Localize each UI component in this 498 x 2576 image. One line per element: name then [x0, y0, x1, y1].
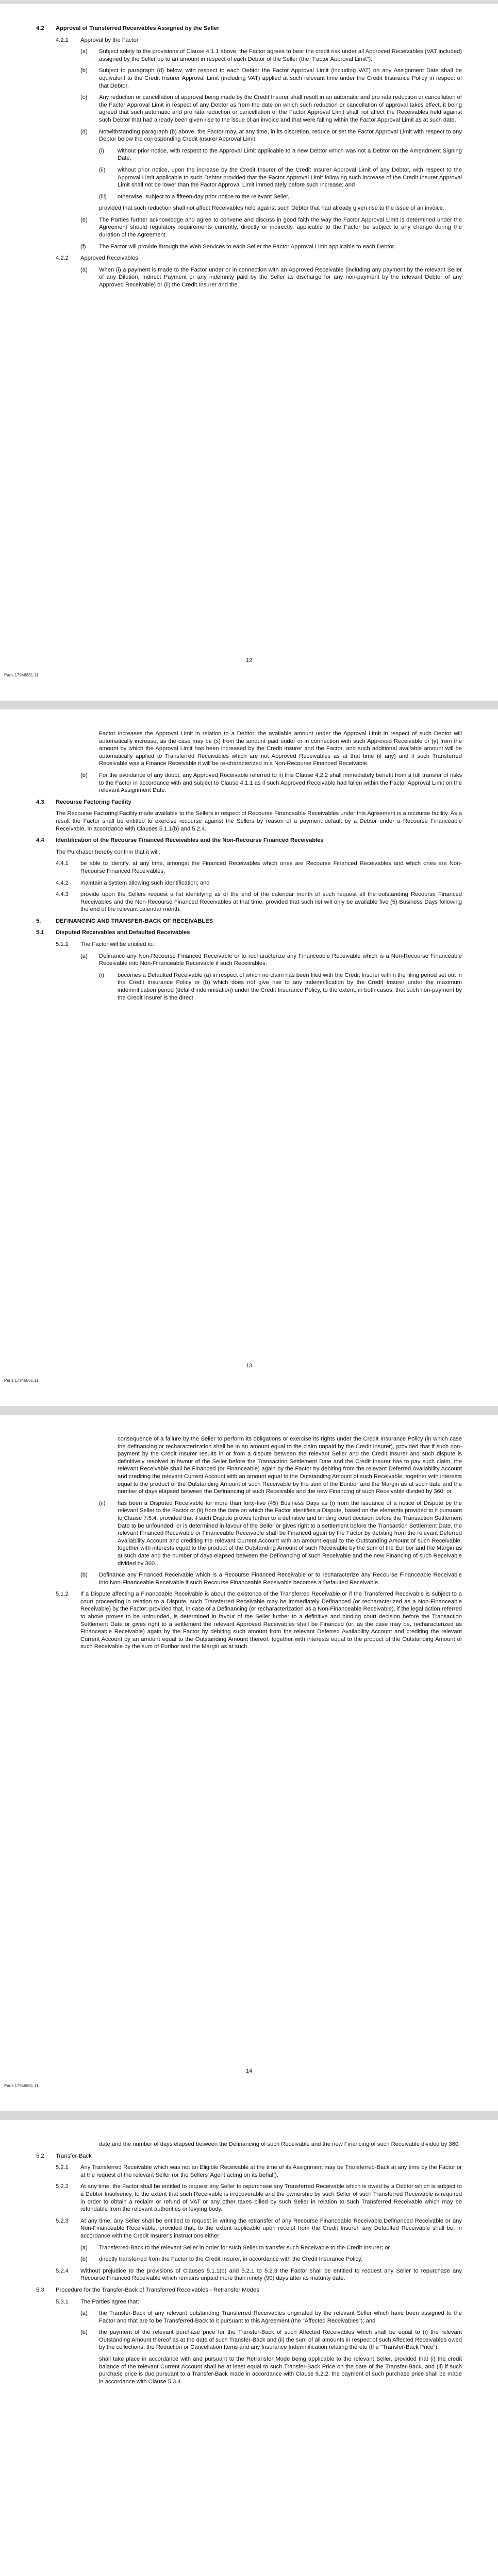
clause — [80, 216, 462, 239]
section-heading — [36, 929, 462, 937]
clause-text: Any reduction or cancellation of approval being made by the Credit Insurer shall result in an automatic and pro rata reduction or cancellation of the Factor Approval Limit in respect of any Debtor as from the date on which such reduction or cancellation of approval takes effect, it being agreed that such automatic and pro rata reduction or cancellation of the Factor Approval Limit shall not affect the Receivables held against such Debtor that had already been given rise to the issue of an invoice and that were falling within the Factor Approval Limit as at such date. — [99, 94, 462, 123]
section-heading — [36, 2286, 462, 2294]
clause-number: 4.3 — [36, 799, 44, 805]
clause — [56, 2298, 462, 2306]
clause-number: (a) — [80, 48, 88, 55]
clause-text: Procedure for the Transfer-Back of Transferred Receivables - Retransfer Modes — [56, 2286, 259, 2293]
clause-number: (iii) — [99, 193, 107, 200]
clause — [99, 972, 462, 1002]
paragraph: date and the number of days elapsed between the Definancing of such Receivable and the new Financing of such Receivable divided by 360. — [99, 2141, 460, 2147]
clause-text: The Factor will provide through the Web Services to each Seller the Factor Approval Limit applicable to each Debtor. — [99, 243, 396, 250]
clause-text: Approval by the Factor — [80, 37, 139, 43]
document-page — [0, 4, 498, 701]
clause — [56, 37, 462, 44]
clause-number: 5.1 — [36, 929, 44, 936]
clause-number: (f) — [80, 243, 86, 250]
clause-text: For the avoidance of any doubt, any Approved Receivable referred to in this Clause 4.2.2 shall immediately benefit from a full transfer of risks to the Factor in accordance with and subject to Clause 4.1.1 as if such Approved Receivable had fallen within the Factor Approval Limit on the relevant Assignment Date. — [99, 772, 462, 794]
clause-text: Notwithstanding paragraph (b) above, the Factor may, at any time, in its discretion, reduce or set the Factor Approval Limit with respect to any Debtor below the corresponding Credit Insurer Approval Limit: — [99, 128, 462, 143]
clause — [99, 1500, 462, 1567]
page-body — [36, 2141, 462, 2389]
clause-text: without prior notice, upon the increase by the Credit Insurer of the Credit Insurer Approval Limit of any Debtor, with respect to the Approval Limit applicable to such Debtor provided that the Factor Approval Limit following such increase of the Credit Insurer Approval Limit shall not be lower than the Factor Approval Limit immediately before such increase; and — [118, 166, 462, 189]
clause — [80, 2329, 462, 2351]
clause — [56, 860, 462, 875]
document-page — [0, 1415, 498, 2111]
clause-number: 5.3 — [36, 2286, 44, 2293]
clause — [80, 2310, 462, 2325]
clause-text: has been a Disputed Receivable for more than forty-five (45) Business Days as (i) from the issuance of a notice of Dispute by the relevant Seller to the Factor or (ii) from the date on which the Factor identifies a Dispute, based on the elements provided to it pursuant to Clause 7.5.4, provided that if such Dispute proves further to a definitive and binding court decision before the Transaction Settlement Date to be unfounded, or is determined in favour of the Seller or gives right to a settlement before the Transaction Settlement Date, the relevant Financed Receivable or Financeable Receivable shall be Financed again by the Factor by debiting from the relevant Deferred Availability Account and crediting the relevant Current Account with an amount equal to the Outstanding Amount of such Receivable, together with interests equal to the product of the Outstanding Amount of such Receivable by the sum of the Euribor and the Margin as at such date and the number of days elapsed between the Definancing of such Receivable and the new Financing of such Receivable divided by 360. — [118, 1500, 462, 1567]
paragraph: shall take place in accordance with and pursuant to the Retransfer Mode being applicable to the relevant Seller, provided that (i) the credit balance of the relevant Current Account shall be at least equal to such Transfer-Back Price on the date of the Transfer-Back, and (ii) if such purchase price is due pursuant to a Transfer-Back made in accordance with Clause 5.2.2, the payment of such purchase price shall be made in accordance with Clause 5.3.4. — [99, 2356, 462, 2385]
clause-text: DEFINANCING AND TRANSFER-BACK OF RECEIVABLES — [56, 918, 213, 924]
document-page — [0, 2120, 498, 2576]
clause — [80, 1571, 462, 1586]
clause-text: the payment of the relevant purchase price for the Transfer-Back of such Affected Receivables which shall be equal to (i) the relevant Outstanding Amount thereof as at the date of such Transfer-Back and (ii) the sum of all amounts in respect of such Affected Receivables owed by the collections, the Reduction or Cancellation Items and any Insurance Indemnification relating thereto (the "Transfer-Back Price"), — [99, 2329, 462, 2351]
clause-text: Subject solely to the provisions of Clause 4.1.1 above, the Factor agrees to bear the credit risk under all Approved Receivables (VAT included) assigned by the Seller up to an amount in respect of each Debtor of the Seller (the "Factor Approval Limit"). — [99, 48, 462, 62]
clause-number: (a) — [80, 266, 88, 273]
clause — [80, 128, 462, 143]
page-body — [36, 1435, 462, 1655]
clause-number: 5.2.4 — [56, 2267, 69, 2274]
clause-number: 5.2.1 — [56, 2164, 69, 2171]
clause-number: 5.2.3 — [56, 2217, 69, 2224]
clause-number: (ii) — [99, 166, 106, 173]
clause — [56, 2183, 462, 2213]
section-heading — [36, 25, 462, 32]
clause-text: Approval of Transferred Receivables Assigned by the Seller — [56, 25, 220, 31]
clause-text: directly transferred from the Factor to the Credit Insurer, in accordance with the Credit Insurance Policy. — [99, 2256, 362, 2263]
clause — [56, 941, 462, 948]
section-heading — [36, 2153, 462, 2160]
paragraph: The Purchaser hereby confirm that it will: — [56, 849, 160, 855]
clause-number: (b) — [80, 67, 88, 74]
footer-reference: Paris 17946861.11 — [4, 1378, 39, 1383]
document-page — [0, 709, 498, 1406]
clause — [80, 2244, 462, 2252]
clause-number: 5.2.2 — [56, 2183, 69, 2190]
clause-number: (b) — [80, 772, 88, 778]
page-number: 13 — [245, 1363, 253, 1369]
clause-number: (i) — [99, 972, 104, 978]
clause-text: without prior notice, with respect to the Approval Limit applicable to a new Debtor which was not a Debtor on the Amendment Signing Date; — [118, 147, 462, 162]
clause-text: maintain a system allowing such identification; and — [80, 879, 210, 886]
clause — [56, 2217, 462, 2240]
clause-number: 5.1.2 — [56, 1591, 69, 1598]
clause-text: Definance any Non-Recourse Financed Receivable or to recharacterize any Financeable Receivable which is a Non-Recourse Financeable Receivable into Non-Financeable Receivable if such Receivables: — [99, 953, 462, 967]
clause-text: provide upon the Sellers request a list identifying as of the end of the calendar month of such request all the outstanding Recourse Financed Receivables and the Non-Recourse Financed Receivables at that time, provided that such list will only be available five (5) Business Days following the end of the relevant calendar month. — [80, 891, 462, 913]
clause-text: The Factor will be entitled to: — [80, 941, 155, 948]
clause — [80, 48, 462, 63]
clause — [56, 879, 462, 887]
clause-number: (b) — [80, 1572, 88, 1579]
clause-text: be able to identify, at any time, amongst the Financed Receivables which ones are Recourse Financed Receivables and which ones are Non-Recourse Financed Receivables; — [80, 860, 462, 874]
clause — [56, 1590, 462, 1651]
clause-text: Transferred-Back to the relevant Seller in order for such Seller to transfer such Receivable to the Credit Insurer; or — [99, 2244, 390, 2251]
paragraph: consequence of a failure by the Seller to perform its obligations or exercise its rights under the Credit Insurance Policy (in which case the definancing or recharacterization shall be in an amount equal to the claim unpaid by the Credit Insurer), provided that if such non-payment by the Credit Insurer results in or from a dispute between the relevant Seller and the Credit Insurer and such dispute is definitively resolved in favour of the Seller before the Transaction Settlement Date and the Credit Insurer has to pay such claim, the relevant Receivable shall be Financed (or Financeable) again by the Factor by debiting from the relevant Deferred Availability Account and crediting the relevant Current Account with an amount equal to the Outstanding Amount of such Receivable, together with interests equal to the product of the Outstanding Amount of such Receivable by the sum of the Euribor and the Margin as at such date and the number of days elapsed between the Definancing of such Receivable and the new Financing of such Receivable divided by 360; or — [118, 1436, 462, 1495]
clause-text: Identification of the Recourse Financed Receivables and the Non-Recourse Financed Receivables — [56, 837, 324, 844]
clause-text: the Transfer-Back of any relevant outstanding Transferred Receivables originated by the relevant Seller which have been assigned to the Factor and that are to be Transferred-Back to it pursuant to this Agreement (the "Affected Receivables"); and — [99, 2310, 462, 2324]
footer-reference: Paris 17946861.11 — [4, 673, 39, 677]
page-number: 12 — [245, 657, 253, 664]
clause-text: Approved Receivables — [80, 255, 138, 262]
paragraph: Factor increases the Approval Limit in relation to a Debtor, the available amount under the Approval Limit in respect of such Debtor will automatically increase, as the case may be (x) from the amount paid under or in connection with such Approved Receivable or (y) from the amount by which the Approval Limit has been increased by the Credit Insurer and the Factor, and such additional available amount will be automatically applied to Transferred Receivables which are not Approved Receivables as at that time (if any) and if such Transferred Receivable was a Finance Receivable it will be re-characterized in a Non-Recourse Financed Receivable. — [99, 731, 462, 767]
clause-number: (a) — [80, 2310, 88, 2317]
clause-text: The Parties further acknowledge and agree to convene and discuss in good faith the way the Factor Approval Limit is determined under the Agreement should regulatory requirements currently, directly or indirectly, applicable to the Factor be subject to any change during the duration of the Agreement. — [99, 216, 462, 239]
clause-number: (b) — [80, 2329, 88, 2336]
clause — [80, 243, 462, 251]
clause-text: At any time, the Factor shall be entitled to request any Seller to repurchase any Transferred Receivable which is owed by a Debtor which is subject to a Debtor Insolvency, to the extent that such Receivable is irrecoverable and the ownership by such Seller of such Transferred Receivable is required in order to obtain a reclaim or refund of VAT or any other taxes billed by such Seller in relation to such Transferred Receivable which may be refundable from the relevant authorities or levying body. — [80, 2183, 462, 2213]
clause-text: If a Dispute affecting a Financeable Receivable is about the existence of the Transferred Receivable or if the Transferred Receivable is subject to a court proceeding in relation to a Dispute, such Transferred Receivable may be immediately Definanced (or recharacterized as a Non-Financeable Receivable) by the Factor; provided that, in case of a Definancing (or recharacterization as a Non-Financeable Receivable), if the legal action referred to above proves to be unfounded, is determined in favour of the Seller further to a definitive and binding court decision before the Transaction Settlement Date or gives right to a settlement the relevant Approved Receivables shall be Financed (or, as the case may be, recharacterized as Financeable Receivable) again by the Factor by debiting such amount from the relevant Deferred Availability Account and crediting the relevant Current Account by an amount equal to the Outstanding Amount thereof, together with interests equal to the product of the Outstanding Amount of such Receivable by the sum of Euribor and the Margin as at such — [80, 1591, 462, 1650]
paragraph: The Recourse Factoring Facility made available to the Sellers in respect of Recourse Financeable Receivables under this Agreement is a recourse facility. As a result the Factor shall be entitled to exercise recourse against the Sellers by reason of a payment default by a Debtor under a Recourse Financeable Receivable, in accordance with Clauses 5.1.1(b) and 5.2.4. — [56, 810, 462, 832]
clause-text: Subject to paragraph (d) below, with respect to each Debtor the Factor Approval Limit (including VAT) on any Assignment Date shall be equivalent to the Credit Insurer Approval Limit (including VAT) applied at such relevant time under the Credit Insurance Policy in respect of that Debtor. — [99, 67, 462, 89]
clause-number: 4.4.3 — [56, 891, 69, 898]
section-heading — [36, 918, 462, 925]
clause — [80, 953, 462, 968]
clause-number: (b) — [80, 2256, 88, 2263]
page-body — [36, 730, 462, 1006]
clause-number: (c) — [80, 94, 88, 101]
clause-number: (i) — [99, 147, 104, 154]
clause-text: Definance any Financed Receivable which is a Recourse Financed Receivable or to recharacterize any Recourse Financeable Receivable into Non-Financeable Receivable if such Recourse Financeable Receivable becomes a Defaulted Receivable. — [99, 1572, 462, 1586]
clause-number: 5.2 — [36, 2153, 44, 2159]
clause-number: 4.4.1 — [56, 860, 69, 867]
clause-number: (d) — [80, 128, 88, 135]
clause — [80, 772, 462, 794]
clause — [56, 2164, 462, 2179]
clause — [80, 2256, 462, 2263]
clause — [56, 891, 462, 913]
clause-number: (e) — [80, 216, 88, 223]
clause-text: otherwise, subject to a fifteen-day prior notice to the relevant Seller, — [118, 193, 290, 200]
clause-text: Recourse Factoring Facility — [56, 799, 131, 805]
clause — [99, 166, 462, 189]
clause-text: Disputed Receivables and Defaulted Receivables — [56, 929, 190, 936]
clause — [80, 67, 462, 90]
clause-text: When (i) a payment is made to the Factor under or in connection with an Approved Receivable (including any payment by the relevant Seller of any Dilution, Indirect Payment or any indemnity paid by the Seller as discharge for any non-payment by the relevant Debtor of any Approved Receivable) or (ii) the Credit Insurer and the — [99, 266, 462, 289]
clause-text: Transfer-Back — [56, 2153, 92, 2159]
section-heading — [36, 799, 462, 806]
footer-reference: Paris 17946861.11 — [4, 2083, 39, 2088]
clause-text: The Parties agree that: — [80, 2298, 139, 2305]
clause-text: Any Transferred Receivable which was not an Eligible Receivable at the time of its Assignment may be Transferred-Back at any time by the Factor or at the request of the relevant Seller (or the Sellers' Agent acting on its behalf). — [80, 2164, 462, 2178]
clause-number: 4.4.2 — [56, 879, 69, 886]
clause-number: 4.2 — [36, 25, 44, 31]
clause-number: (a) — [80, 953, 88, 959]
clause-text: Without prejudice to the provisions of Clauses 5.1.1(b) and 5.2.1 to 5.2.3 the Factor shall be entitled to request any Seller to repurchase any Recourse Financed Receivable which remains unpaid more than ninety (90) days after its maturity date. — [80, 2267, 462, 2282]
page-body — [36, 25, 462, 293]
clause-number: 4.2.2 — [56, 255, 69, 262]
clause — [99, 193, 462, 201]
clause-number: 5.1.1 — [56, 941, 69, 948]
clause-number: 5. — [36, 918, 41, 924]
clause — [56, 255, 462, 262]
page-number: 14 — [245, 2068, 253, 2074]
clause — [99, 147, 462, 162]
clause-text: becomes a Defaulted Receivable (a) in respect of which no claim has been filed with the Credit Insurer within the filing period set out in the Credit Insurance Policy or (b) which does not give rise to any indemnification by the Credit Insurer under the maximum indemnification period (délai d'indemnisation) under the Credit Insurance Policy, to the extent, in both cases, that such non-payment by the Credit Insurer is the direct — [118, 972, 462, 1001]
clause-number: (ii) — [99, 1500, 106, 1506]
clause — [80, 94, 462, 124]
paragraph: provided that such reduction shall not affect Receivables held against such Debtor that had already given rise to the issue of an invoice. — [99, 205, 445, 212]
clause-text: At any time, any Seller shall be entitled to request in writing the retransfer of any Recourse Financeable Receivable,Definanced Receivable or any Non-Financeable Receivable, provided that, to the extent applicable upon receipt from the Credit Insurer, any Defaulted Receivable shall be, in accordance with the Credit Insurer's instructions either: — [80, 2217, 462, 2239]
clause — [80, 266, 462, 289]
section-heading — [36, 837, 462, 844]
clause-number: (a) — [80, 2244, 88, 2251]
clause-number: 4.2.1 — [56, 37, 69, 43]
clause-number: 4.4 — [36, 837, 44, 844]
clause-number: 5.3.1 — [56, 2298, 69, 2305]
clause — [56, 2267, 462, 2282]
